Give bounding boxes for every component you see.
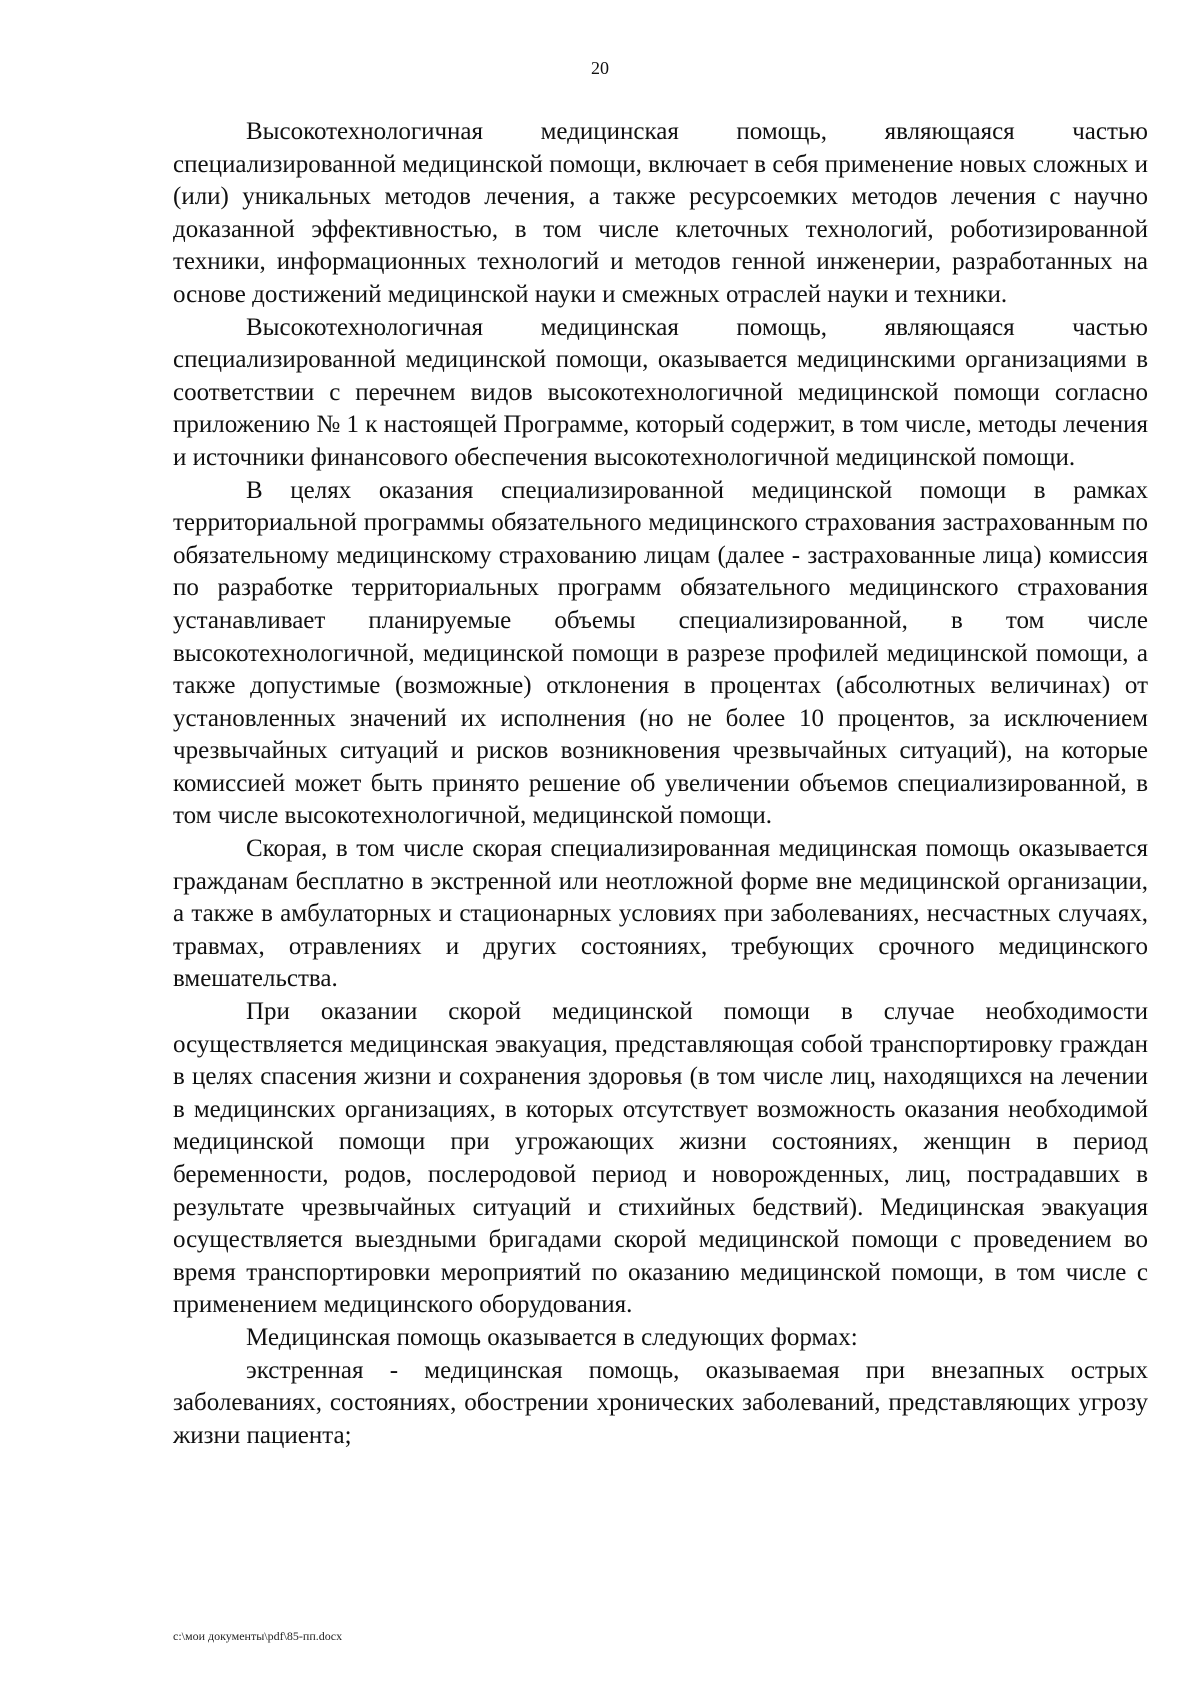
- paragraph-hitech-providers: Высокотехнологичная медицинская помощь, являющаяся частью специализированной медицинской помощи, оказывается медицинскими организациями в соответствии с перечнем видов высокотехнологичной медицинской помощи согласно приложению № 1 к настоящей Программе, который содержит, в том числе, методы лечения и источники финансового обеспечения высокотехнологичной медицинской помощи.: [173, 313, 1148, 471]
- page-number: 20: [591, 58, 609, 78]
- paragraph-emergency-care: Скорая, в том числе скорая специализированная медицинская помощь оказывается гражданам бесплатно в экстренной или неотложной форме вне медицинской организации, а также в амбулаторных и стационарных условиях при заболеваниях, несчастных случаях, травмах, отравлениях и других состояниях, требующих срочного медицинского вмешательства.: [173, 835, 1148, 993]
- paragraph-emergency-form: экстренная - медицинская помощь, оказываемая при внезапных острых заболеваниях, состояниях, обострении хронических заболеваний, представляющих угрозу жизни пациента;: [173, 1356, 1148, 1449]
- paragraph-hitech-definition: Высокотехнологичная медицинская помощь, являющаяся частью специализированной медицинской помощи, включает в себя применение новых сложных и (или) уникальных методов лечения, а также ресурсоемких методов лечения с научно доказанной эффективностью, в том числе клеточных технологий, роботизированной техники, информационных технологий и методов генной инженерии, разработанных на основе достижений медицинской науки и смежных отраслей науки и техники.: [173, 118, 1148, 308]
- document-body: [173, 116, 1148, 1452]
- paragraph-care-forms-intro: Медицинская помощь оказывается в следующих формах:: [246, 1323, 858, 1351]
- paragraph-medical-evacuation: При оказании скорой медицинской помощи в случае необходимости осуществляется медицинская эвакуация, представляющая собой транспортировку граждан в целях спасения жизни и сохранения здоровья (в том числе лиц, находящихся на лечении в медицинских организациях, в которых отсутствует возможность оказания необходимой медицинской помощи при угрожающих жизни состояниях, женщин в период беременности, родов, послеродовой период и новорожденных, лиц, пострадавших в результате чрезвычайных ситуаций и стихийных бедствий). Медицинская эвакуация осуществляется выездными бригадами скорой медицинской помощи с проведением во время транспортировки мероприятий по оказанию медицинской помощи, в том числе с применением медицинского оборудования.: [173, 998, 1148, 1319]
- footer-file-path: c:\мои документы\pdf\85-пп.docx: [173, 1629, 343, 1643]
- paragraph-specialized-volumes: В целях оказания специализированной медицинской помощи в рамках территориальной программы обязательного медицинского страхования застрахованным по обязательному медицинскому страхованию лицам (далее - застрахованные лица) комиссия по разработке территориальных программ обязательного медицинского страхования устанавливает планируемые объемы специализированной, в том числе высокотехнологичной, медицинской помощи в разрезе профилей медицинской помощи, а также допустимые (возможные) отклонения в процентах (абсолютных величинах) от установленных значений их исполнения (но не более 10 процентов, за исключением чрезвычайных ситуаций и рисков возникновения чрезвычайных ситуаций), на которые комиссией может быть принято решение об увеличении объемов специализированной, в том числе высокотехнологичной, медицинской помощи.: [173, 476, 1148, 830]
